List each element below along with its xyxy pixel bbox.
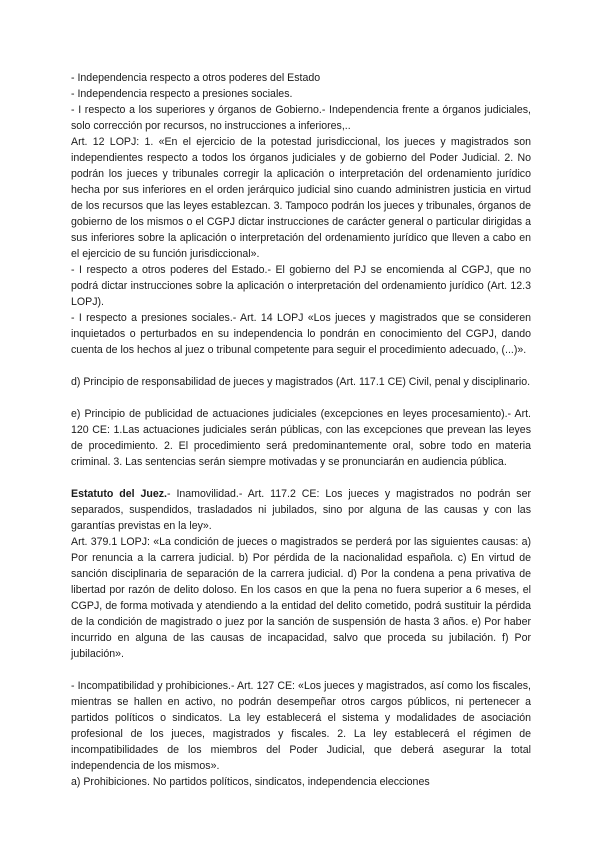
paragraph-art-12-lopj: Art. 12 LOPJ: 1. «En el ejercicio de la potestad jurisdiccional, los jueces y magistrados son independientes respecto a todos los órganos judiciales y de gobierno del Poder Judicial. 2. No podrán los jueces y tribunales corregir la aplicación o interpretación del ordenamiento jurídico hecha por sus inferiores en el orden jerárquico judicial sino cuando administren justicia en virtud de los recursos que las leyes establezcan. 3. Tampoco podrán los jueces y tribunales, órganos de gobierno de los mismos o el CGPJ dictar instrucciones de carácter general o particular dirigidas a sus inferiores sobre la aplicación o interpretación del ordenamiento jurídico que lleven a cabo en el ejercicio de su función jurisdiccional». [71, 136, 531, 260]
estatuto-text: - Inamovilidad.- Art. 117.2 CE: Los jueces y magistrados no podrán ser separados, suspendidos, trasladados ni jubilados, sino por alguna de las causas y con las garantías previstas en la ley». [71, 488, 532, 532]
spacer [71, 662, 531, 678]
estatuto-heading: Estatuto del Juez. [71, 488, 168, 500]
bullet-presiones-sociales: - Independencia respecto a presiones sociales. [71, 88, 293, 100]
paragraph-presiones-sociales: - I respecto a presiones sociales.- Art. 14 LOPJ «Los jueces y magistrados que se consideren inquietados o perturbados en su independencia lo pondrán en conocimiento del CGPJ, dando cuenta de los hechos al juez o tribunal competente para seguir el procedimiento adecuado, (...)». [71, 312, 531, 356]
bullet-otros-poderes: - Independencia respecto a otros poderes del Estado [71, 72, 321, 84]
paragraph-otros-poderes: - I respecto a otros poderes del Estado.- El gobierno del PJ se encomienda al CGPJ, que no podrá dictar instrucciones sobre la aplicación o interpretación del ordenamiento jurídico (Art. 12.3 LOPJ). [71, 264, 531, 308]
paragraph-art-379-lopj: Art. 379.1 LOPJ: «La condición de jueces o magistrados se perderá por las siguientes causas: a) Por renuncia a la carrera judicial. b) Por pérdida de la nacionalidad española. c) En virtud de sanción disciplinaria de separación de la carrera judicial. d) Por la condena a pena privativa de libertad por razón de delito doloso. En los casos en que la pena no fuera superior a 6 meses, el CGPJ, de forma motivada y atendiendo a la entidad del delito cometido, podrá sustituir la pérdida de la condición de magistrado o juez por la sanción de suspensión de hasta 3 años. e) Por haber incurrido en alguna de las causas de incapacidad, salvo que proceda su jubilación. f) Por jubilación». [71, 536, 531, 660]
spacer [71, 470, 531, 486]
paragraph-principio-publicidad: e) Principio de publicidad de actuaciones judiciales (excepciones en leyes procesamiento).- Art. 120 CE: 1.Las actuaciones judiciales serán públicas, con las excepciones que prevean las leyes de procedimiento. 2. El procedimiento será predominantemente oral, sobre todo en materia criminal. 3. Las sentencias serán siempre motivadas y se pronunciarán en audiencia pública. [71, 408, 531, 468]
spacer [71, 358, 531, 374]
bullet-superiores-gobierno: - I respecto a los superiores y órganos de Gobierno.- Independencia frente a órganos judiciales, solo corrección por recursos, no instrucciones a inferiores,.. [71, 104, 531, 132]
document-body [71, 70, 531, 790]
paragraph-prohibiciones: a) Prohibiciones. No partidos políticos, sindicatos, independencia elecciones [71, 776, 430, 788]
spacer [71, 390, 531, 406]
paragraph-estatuto-juez [71, 486, 531, 534]
paragraph-principio-responsabilidad: d) Principio de responsabilidad de jueces y magistrados (Art. 117.1 CE) Civil, penal y disciplinario. [71, 376, 531, 388]
paragraph-incompatibilidad: - Incompatibilidad y prohibiciones.- Art. 127 CE: «Los jueces y magistrados, así como los fiscales, mientras se hallen en activo, no podrán desempeñar otros cargos públicos, ni pertenecer a partidos políticos o sindicatos. La ley establecerá el sistema y modalidades de asociación profesional de los jueces, magistrados y fiscales. 2. La ley establecerá el régimen de incompatibilidades de los miembros del Poder Judicial, que deberá asegurar la total independencia de los mismos». [71, 680, 531, 772]
